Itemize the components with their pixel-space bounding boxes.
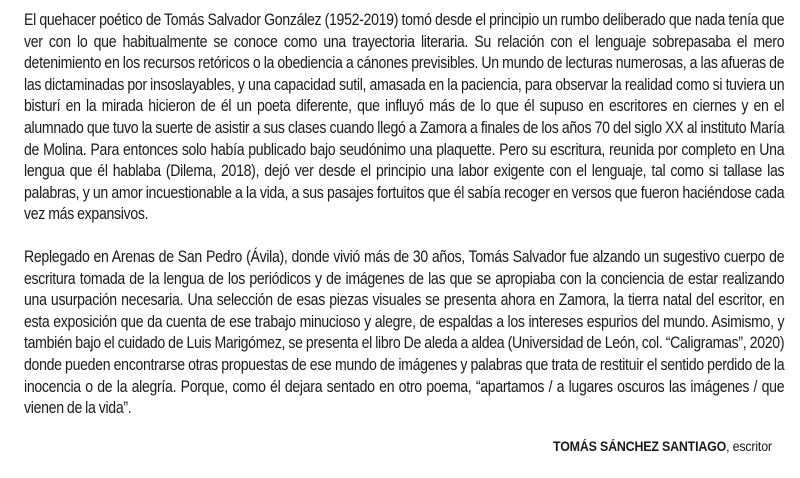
paragraph-intro: El quehacer poético de Tomás Salvador González (1952-2019) tomó desde el principio un rumbo deliberado que nada tenía que ver con lo que habitualmente se conoce como una trayectoria literaria. Su relación con el lenguaje sobrepasaba el mero detenimiento en los recursos retóricos o la obediencia a cánones previsibles. Un mundo de lecturas numerosas, a las afueras de las dictaminadas por insoslayables, y una capacidad sutil, amasada en la paciencia, para observar la realidad como si tuviera un bisturí en la mirada hicieron de él un poeta diferente, que influyó más de lo que él supuso en escritores en ciernes y en el alumnado que tuvo la suerte de asistir a sus clases cuando llegó a Zamora a finales de los años 70 del siglo XX al instituto María de Molina. Para entonces solo había publicado bajo seudónimo una plaquette. Pero su escritura, reunida por completo en Una lengua que él hablaba (Dilema, 2018), dejó ver desde el principio una labor exigente con el lenguaje, tal como si tallase las palabras, y un amor incuestionable a la vida, a sus pasajes fortuitos que él sabía recoger en versos que fueron haciéndose cada vez más expansivos. — [24, 11, 785, 224]
byline-author: TOMÁS SÁNCHEZ SANTIAGO — [553, 439, 727, 454]
paragraph-exhibition: Replegado en Arenas de San Pedro (Ávila), donde vivió más de 30 años, Tomás Salvador fue alzando un sugestivo cuerpo de escritura tomada de la lengua de los periódicos y de imágenes de las que se apropiaba con la conciencia de estar realizando una usurpación necesaria. Una selección de esas piezas visuales se presenta ahora en Zamora, la tierra natal del escritor, en esta exposición que da cuenta de ese trabajo minucioso y alegre, de espaldas a los intereses espurios del mundo. Asimismo, y también bajo el cuidado de Luis Marigómez, se presenta el libro De aleda a aldea (Universidad de León, col. “Caligramas”, 2020) donde pueden encontrarse otras propuestas de ese mundo de imágenes y palabras que trata de restituir el sentido perdido de la inocencia o de la alegría. Porque, como él dejara sentado en otro poema, “apartamos / a lugares oscuros las imágenes / que vienen de la vida”. — [24, 247, 785, 418]
byline-role: , escritor — [726, 439, 772, 454]
byline — [553, 439, 772, 454]
